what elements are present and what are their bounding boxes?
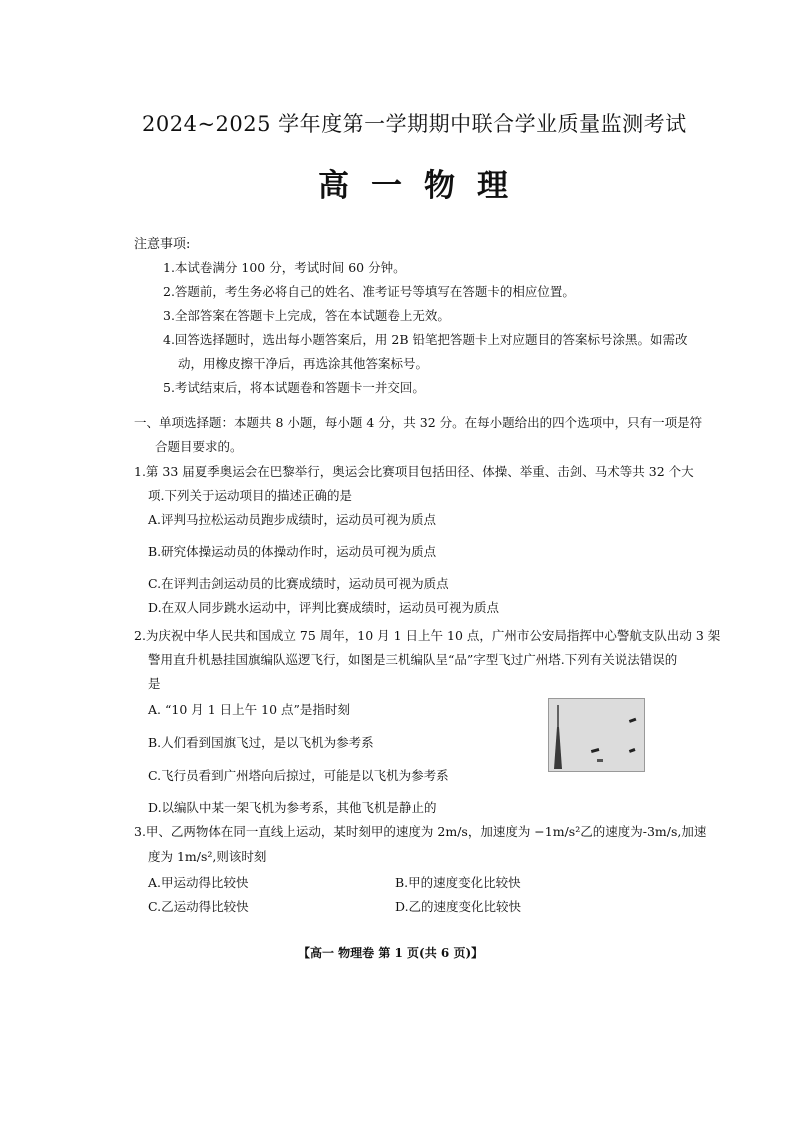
option: A.评判马拉松运动员跑步成绩时，运动员可视为质点 [148, 512, 437, 527]
notice-item: 5.考试结束后，将本试题卷和答题卡一并交回。 [163, 380, 425, 395]
page-footer: 【高一 物理卷 第 1 页(共 6 页)】 [298, 946, 484, 960]
question-stem: 2.为庆祝中华人民共和国成立 75 周年，10 月 1 日上午 10 点，广州市公安局指挥中心警航支队出动 3 架 [134, 628, 721, 643]
question-stem: 项.下列关于运动项目的描述正确的是 [148, 488, 352, 503]
option: A. “10 月 1 日上午 10 点”是指时刻 [148, 702, 350, 717]
option: D.以编队中某一架飞机为参考系，其他飞机是静止的 [148, 800, 437, 815]
question-stem: 是 [148, 676, 161, 691]
option: B.人们看到国旗飞过，是以飞机为参考系 [148, 735, 374, 750]
tower-helicopters-image [549, 699, 644, 771]
notice-item: 1.本试卷满分 100 分，考试时间 60 分钟。 [163, 260, 406, 275]
question-stem: 1.第 33 届夏季奥运会在巴黎举行，奥运会比赛项目包括田径、体操、举重、击剑、马术等共 32 个大 [134, 464, 694, 479]
question-stem: 警用直升机悬挂国旗编队巡逻飞行，如图是三机编队呈“品”字型飞过广州塔.下列有关说法错误的 [148, 652, 678, 667]
question-stem: 度为 1m/s²,则该时刻 [148, 849, 267, 864]
canton-tower-photo [548, 698, 645, 772]
option: C.飞行员看到广州塔向后掠过，可能是以飞机为参考系 [148, 768, 449, 783]
option: D.在双人同步跳水运动中，评判比赛成绩时，运动员可视为质点 [148, 600, 500, 615]
option: B.研究体操运动员的体操动作时，运动员可视为质点 [148, 544, 437, 559]
subject-title: 高一物理 [318, 168, 530, 204]
option: C.乙运动得比较快 [148, 899, 249, 914]
section-heading-cont: 合题目要求的。 [155, 439, 243, 454]
option: B.甲的速度变化比较快 [395, 875, 521, 890]
notice-item: 2.答题前，考生务必将自己的姓名、准考证号等填写在答题卡的相应位置。 [163, 284, 575, 299]
question-stem: 3.甲、乙两物体在同一直线上运动，某时刻甲的速度为 2m/s，加速度为 −1m/s²乙的速度为-3m/s,加速 [134, 824, 707, 839]
notice-item: 4.回答选择题时，选出每小题答案后，用 2B 铅笔把答题卡上对应题目的答案标号涂黑。如需改 [163, 332, 688, 347]
exam-title: 2024~2025 学年度第一学期期中联合学业质量监测考试 [142, 112, 687, 136]
notice-item: 3.全部答案在答题卡上完成，答在本试题卷上无效。 [163, 308, 450, 323]
option: C.在评判击剑运动员的比赛成绩时，运动员可视为质点 [148, 576, 449, 591]
option: D.乙的速度变化比较快 [395, 899, 522, 914]
option: A.甲运动得比较快 [148, 875, 249, 890]
notice-item: 动，用橡皮擦干净后，再选涂其他答案标号。 [178, 356, 429, 371]
section-heading: 一、单项选择题：本题共 8 小题，每小题 4 分，共 32 分。在每小题给出的四个选项中，只有一项是符 [134, 415, 703, 430]
notice-heading: 注意事项: [134, 237, 191, 252]
